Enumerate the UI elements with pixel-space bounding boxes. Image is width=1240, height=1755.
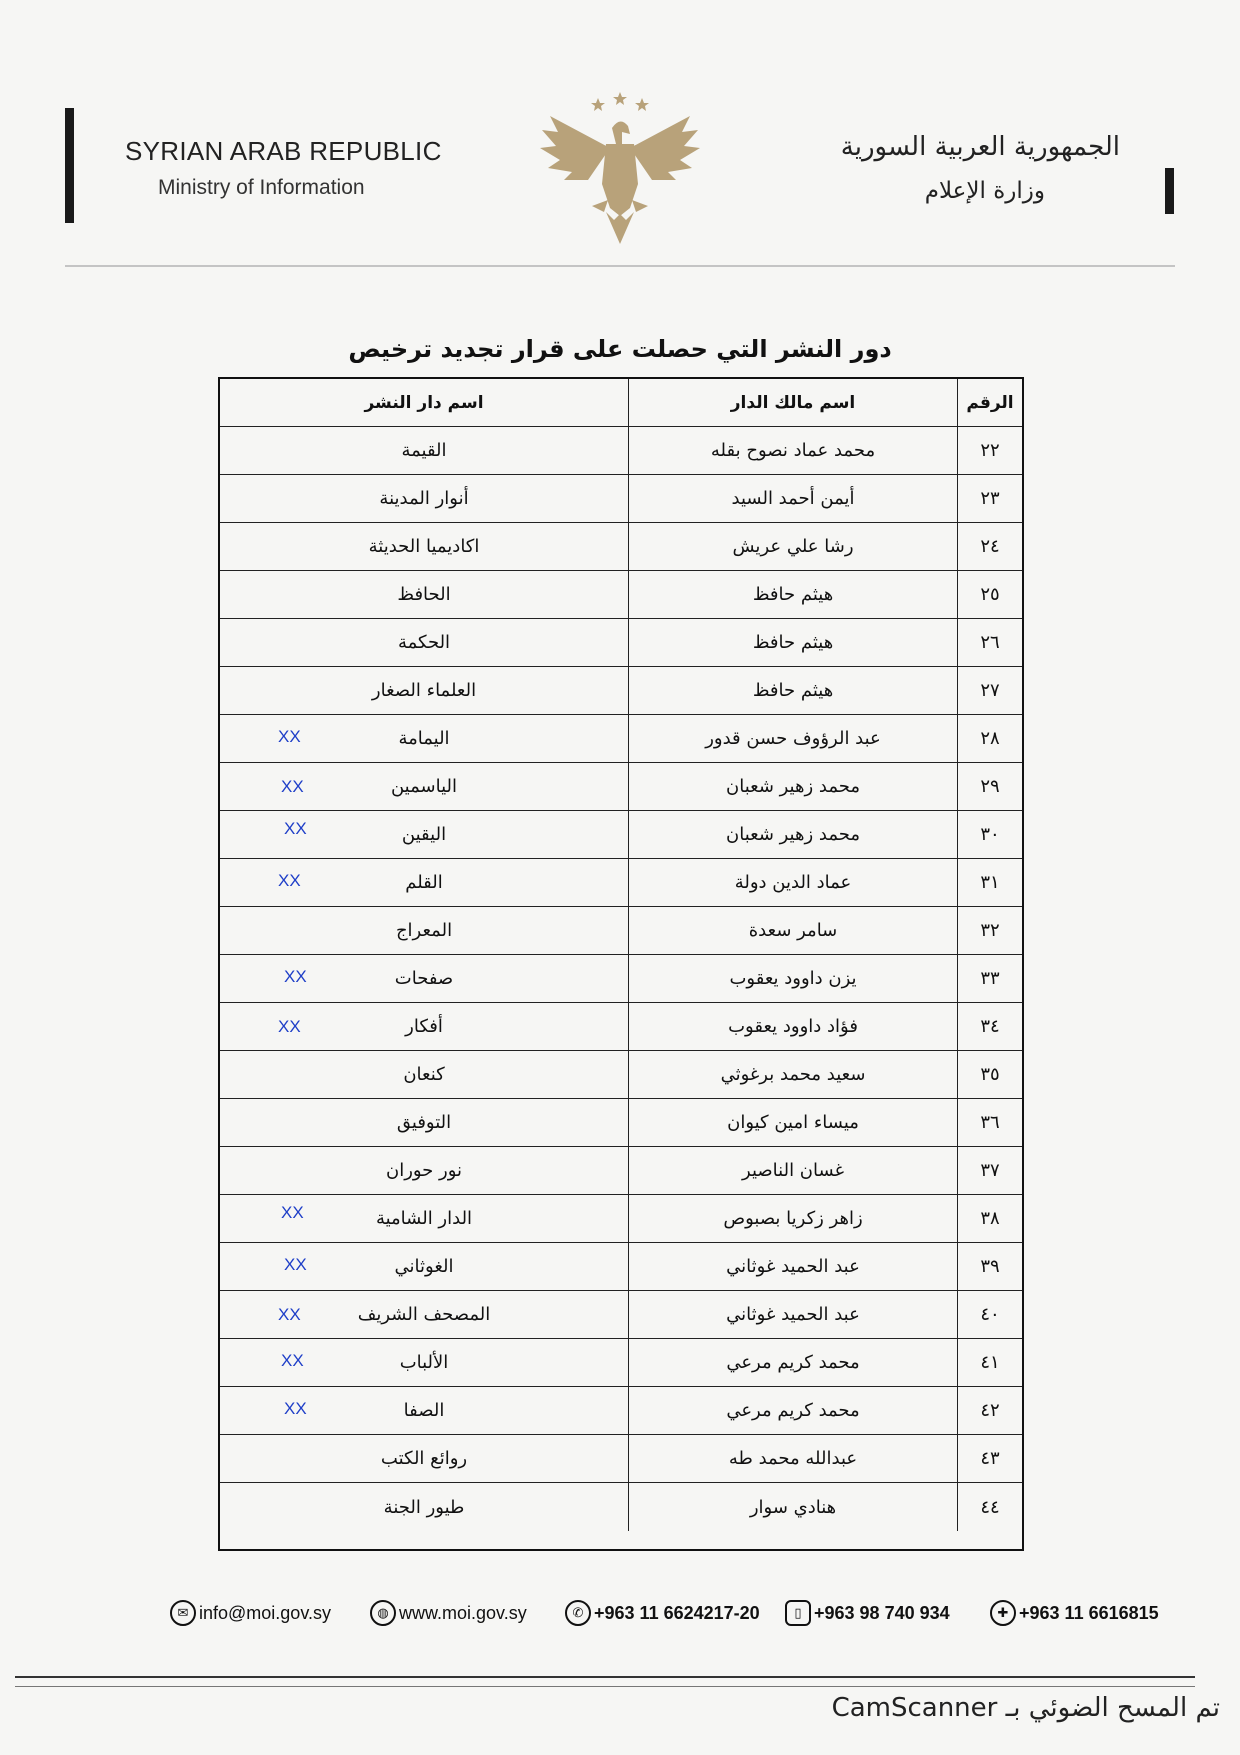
contact-footer <box>170 1600 1170 1640</box>
table-header-row <box>220 379 1022 427</box>
publishing-house-name: الياسمين <box>390 776 458 797</box>
footer-email <box>170 1600 331 1626</box>
handwritten-xx-mark: XX <box>281 777 304 796</box>
phone-icon: ✆ <box>565 1600 591 1626</box>
english-country-title: SYRIAN ARAB REPUBLIC <box>125 136 442 166</box>
owner-name: فؤاد داوود يعقوب <box>628 1003 958 1050</box>
header-publishing-house: اسم دار النشر <box>364 392 484 413</box>
row-number: ٣٣ <box>980 968 1000 989</box>
row-number: ٤٤ <box>980 1496 1000 1518</box>
publishing-house-name: اكاديميا الحديثة <box>368 536 480 557</box>
owner-name: عبد الحميد غوثاني <box>628 1291 958 1338</box>
owner-name: سامر سعدة <box>628 907 958 954</box>
document-title: دور النشر التي حصلت على قرار تجديد ترخيص <box>348 335 892 363</box>
handwritten-xx-mark: XX <box>278 727 301 746</box>
table-row <box>220 763 1022 811</box>
table-row <box>220 811 1022 859</box>
row-number: ٢٢ <box>980 440 1000 461</box>
table-row <box>220 1243 1022 1291</box>
footer-divider <box>15 1676 1195 1678</box>
fax-icon: ✚ <box>990 1600 1016 1626</box>
table-row <box>220 1339 1022 1387</box>
publishing-house-name: العلماء الصغار <box>371 680 477 701</box>
table-row <box>220 955 1022 1003</box>
owner-name: محمد كريم مرعي <box>628 1387 958 1434</box>
row-number: ٤٢ <box>980 1400 1000 1421</box>
publishing-house-name: روائع الكتب <box>380 1448 468 1469</box>
publishing-house-name: الدار الشامية <box>375 1208 473 1229</box>
row-number: ٤١ <box>980 1352 1000 1373</box>
handwritten-xx-mark: XX <box>281 1203 304 1222</box>
row-number: ٣٠ <box>980 824 1000 845</box>
row-number: ٢٣ <box>980 488 1000 509</box>
owner-name: محمد زهير شعبان <box>628 811 958 858</box>
handwritten-xx-mark: XX <box>278 1017 301 1036</box>
eagle-emblem <box>530 88 710 248</box>
row-number: ٢٧ <box>980 680 1000 701</box>
table-row <box>220 1051 1022 1099</box>
publishing-house-name: اليقين <box>401 824 447 845</box>
row-number: ٣١ <box>980 872 1000 893</box>
table-row <box>220 1387 1022 1435</box>
mobile-icon: ▯ <box>785 1600 811 1626</box>
owner-name: محمد عماد نصوح بقله <box>628 427 958 474</box>
website-text: www.moi.gov.sy <box>399 1602 527 1623</box>
handwritten-xx-mark: XX <box>284 1255 307 1274</box>
row-number: ٢٤ <box>980 536 1000 557</box>
footer-phone <box>565 1600 760 1626</box>
owner-name: عماد الدين دولة <box>628 859 958 906</box>
row-number: ٢٦ <box>980 632 1000 653</box>
owner-name: يزن داوود يعقوب <box>628 955 958 1002</box>
publishing-house-name: الحكمة <box>397 632 451 653</box>
table-row <box>220 619 1022 667</box>
table-row <box>220 1195 1022 1243</box>
owner-name: هيثم حافظ <box>628 571 958 618</box>
publishing-house-name: أنوار المدينة <box>379 488 469 509</box>
right-edge-bar <box>1165 168 1174 214</box>
header-owner: اسم مالك الدار <box>628 379 958 426</box>
publishing-house-name: القلم <box>405 872 443 893</box>
owner-name: هنادي سوار <box>628 1483 958 1531</box>
owner-name: عبد الحميد غوثاني <box>628 1243 958 1290</box>
row-number: ٣٦ <box>980 1112 1000 1133</box>
email-icon: ✉ <box>170 1600 196 1626</box>
table-row <box>220 571 1022 619</box>
handwritten-xx-mark: XX <box>278 1305 301 1324</box>
table-row <box>220 1483 1022 1531</box>
publishing-house-name: أفكار <box>405 1016 443 1037</box>
publishing-house-name: طيور الجنة <box>383 1496 465 1518</box>
publishing-house-name: المعراج <box>395 920 453 941</box>
row-number: ٢٨ <box>980 728 1000 749</box>
footer-website <box>370 1600 527 1626</box>
footer-mobile <box>785 1600 950 1626</box>
handwritten-xx-mark: XX <box>278 871 301 890</box>
footer-divider-thin <box>15 1686 1195 1687</box>
handwritten-xx-mark: XX <box>281 1351 304 1370</box>
table-row <box>220 1003 1022 1051</box>
publishing-house-name: صفحات <box>394 968 454 989</box>
owner-name: ميساء امين كيوان <box>628 1099 958 1146</box>
footer-fax <box>990 1600 1159 1626</box>
table-row <box>220 523 1022 571</box>
arabic-ministry-name: وزارة الإعلام <box>924 178 1045 204</box>
row-number: ٣٥ <box>980 1064 1000 1085</box>
publishing-house-name: الغوثاني <box>394 1256 454 1277</box>
owner-name: هيثم حافظ <box>628 667 958 714</box>
table-row <box>220 427 1022 475</box>
row-number: ٢٩ <box>980 776 1000 797</box>
publishing-house-name: نور حوران <box>385 1160 463 1181</box>
table-row <box>220 1099 1022 1147</box>
publishing-house-name: كنعان <box>403 1064 445 1085</box>
owner-name: عبد الرؤوف حسن قدور <box>628 715 958 762</box>
table-row <box>220 907 1022 955</box>
table-row <box>220 1147 1022 1195</box>
email-text: info@moi.gov.sy <box>199 1602 331 1623</box>
arabic-country-title: الجمهورية العربية السورية <box>840 132 1120 162</box>
table-row <box>220 715 1022 763</box>
phone-text: +963 11 6624217-20 <box>594 1602 760 1623</box>
handwritten-xx-mark: XX <box>284 967 307 986</box>
left-edge-bar <box>65 108 74 223</box>
publishing-house-name: الحافظ <box>397 584 451 605</box>
scanner-watermark: تم المسح الضوئي بـ CamScanner <box>831 1693 1220 1723</box>
table-row <box>220 1291 1022 1339</box>
fax-text: +963 11 6616815 <box>1019 1602 1159 1623</box>
owner-name: أيمن أحمد السيد <box>628 475 958 522</box>
owner-name: محمد كريم مرعي <box>628 1339 958 1386</box>
publishing-house-name: القيمة <box>401 440 447 461</box>
owner-name: هيثم حافظ <box>628 619 958 666</box>
handwritten-xx-mark: XX <box>284 819 307 838</box>
owner-name: عبدالله محمد طه <box>628 1435 958 1482</box>
publishing-house-name: اليمامة <box>398 728 450 749</box>
row-number: ٣٢ <box>980 920 1000 941</box>
row-number: ٢٥ <box>980 584 1000 605</box>
row-number: ٣٧ <box>980 1160 1000 1181</box>
publishing-house-name: الصفا <box>403 1400 445 1421</box>
owner-name: سعيد محمد برغوثي <box>628 1051 958 1098</box>
table-row <box>220 667 1022 715</box>
header-divider <box>65 265 1175 267</box>
row-number: ٣٤ <box>980 1016 1000 1037</box>
globe-icon: ◍ <box>370 1600 396 1626</box>
owner-name: رشا علي عريش <box>628 523 958 570</box>
table-row <box>220 1435 1022 1483</box>
publishers-table <box>218 377 1024 1551</box>
mobile-text: +963 98 740 934 <box>814 1602 950 1623</box>
owner-name: زاهر زكريا بصبوص <box>628 1195 958 1242</box>
owner-name: محمد زهير شعبان <box>628 763 958 810</box>
handwritten-xx-mark: XX <box>284 1399 307 1418</box>
table-row <box>220 475 1022 523</box>
publishing-house-name: المصحف الشريف <box>357 1304 491 1325</box>
header-number: الرقم <box>966 392 1014 413</box>
table-row <box>220 859 1022 907</box>
row-number: ٣٨ <box>980 1208 1000 1229</box>
row-number: ٤٣ <box>980 1448 1000 1469</box>
publishing-house-name: الألباب <box>399 1352 449 1373</box>
row-number: ٣٩ <box>980 1256 1000 1277</box>
english-ministry-name: Ministry of Information <box>158 176 365 199</box>
publishing-house-name: التوفيق <box>396 1112 452 1133</box>
row-number: ٤٠ <box>980 1304 1000 1325</box>
owner-name: غسان الناصير <box>628 1147 958 1194</box>
